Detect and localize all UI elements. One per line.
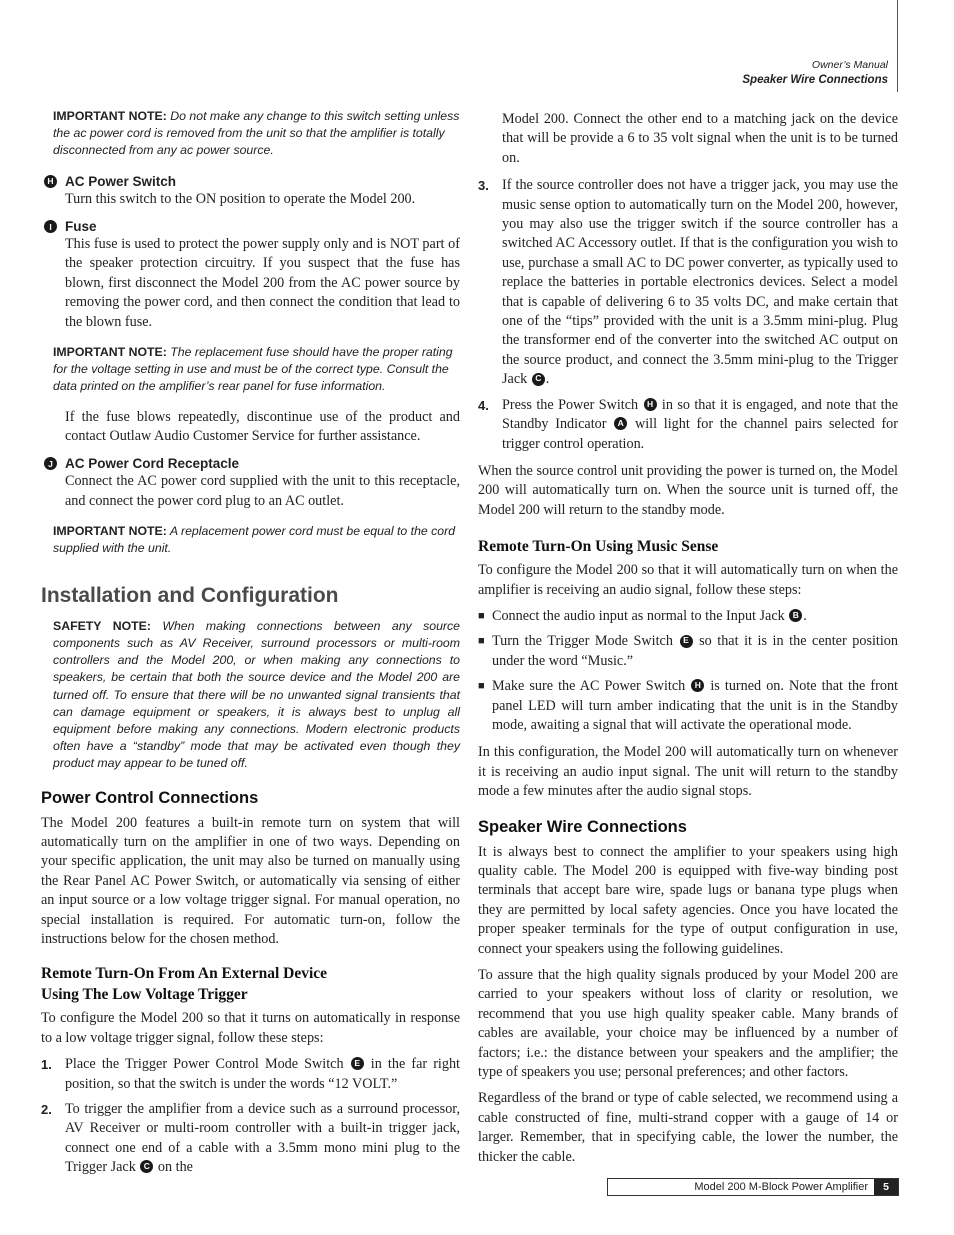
music-step-bullet: ■ Make sure the AC Power Switch H is turned on. Note that the front panel LED will turn amber indicating that the unit is in the Standby mode, awaiting a signal that will activate the operational mode. (478, 678, 898, 733)
callout-e-icon: E (680, 635, 693, 648)
important-note-cord: IMPORTANT NOTE: A replacement power cord must be equal to the cord supplied with the unit. (53, 524, 456, 556)
item-fuse: I Fuse (43, 219, 460, 234)
speaker-wire-heading: Speaker Wire Connections (478, 817, 687, 836)
fuse-text: This fuse is used to protect the power supply only and is NOT part of the speaker protection circuitry. If you suspect that the fuse has blown, first disconnect the Model 200 from the AC power source by removing the power cord, and then connect the condition that lead to the blown fuse. (65, 236, 460, 330)
running-header (742, 58, 888, 88)
page-number: 5 (874, 1179, 898, 1195)
music-step-bullet: ■ Turn the Trigger Mode Switch E so that it is in the center position under the word “Music.” (478, 633, 898, 669)
callout-c-icon: C (140, 1160, 153, 1173)
left-column (41, 108, 460, 1184)
page-footer (607, 1178, 899, 1196)
step-2: 2. To trigger the amplifier from a device such as a surround processor, AV Receiver or multi-room controller with a built-in trigger jack, connect one end of a cable with a 3.5mm mono mini plug to the Trigger Jack C on the (41, 1100, 460, 1176)
item-ac-power-cord: J AC Power Cord Receptacle (43, 456, 460, 471)
footer-title: Model 200 M-Block Power Amplifier (694, 1181, 868, 1193)
important-note-fuse: IMPORTANT NOTE: The replacement fuse should have the proper rating for the voltage setting in use and must be of the correct type. Consult the data printed on the amplifier’s rear panel for fuse information. (53, 345, 453, 394)
fuse-repeat-text: If the fuse blows repeatedly, discontinue use of the product and contact Outlaw Audio Customer Service for further assistance. (65, 408, 460, 445)
important-note-switch: IMPORTANT NOTE: Do not make any change to this switch setting unless the ac power cord is removed from the unit so that the amplifier is totally disconnected from any ac power source. (53, 109, 460, 158)
step-4: 4. Press the Power Switch H in so that it is engaged, and note that the Standby Indicator A will light for the channel pairs selected for trigger control operation. (478, 396, 899, 452)
power-control-heading: Power Control Connections (41, 788, 259, 807)
callout-j-icon: J (44, 457, 57, 470)
callout-e-icon: E (351, 1057, 364, 1070)
music-step-bullet: ■ Connect the audio input as normal to the Input Jack B . (478, 607, 807, 624)
callout-i-icon: I (44, 220, 57, 233)
item-ac-power-switch: H AC Power Switch (43, 174, 460, 189)
speaker-paragraph-2: To assure that the high quality signals produced by your Model 200 are carried to your speakers without loss of clarity or resolution, we recommend that you use high quality speaker cable. Many brands of cables are available, your choice may be influenced by a number of factors; i.e.: the distance between your speakers and the amplifier; the type of speakers you use; personal preferences; and other factors. (478, 967, 898, 1081)
manual-label: Owner’s Manual (811, 59, 888, 71)
callout-h-icon: H (644, 398, 657, 411)
remote-trigger-heading: Remote Turn-On From An External Device Using The Low Voltage Trigger (41, 965, 328, 1004)
callout-b-icon: B (789, 609, 802, 622)
section-label: Speaker Wire Connections (742, 74, 888, 86)
music-config-text: In this configuration, the Model 200 will automatically turn on whenever it is receiving an audio input signal. The unit will return to the standby mode a few minutes after the audio signal stops. (478, 744, 898, 800)
step-3: 3. If the source controller does not have a trigger jack, you may use the music sense option to automatically turn on the Model 200, however, you may also use the trigger switch if the source controller has a switched AC Accessory outlet. If that is the configuration you wish to use, purchase a small AC to DC power converter, as typically used to replace the batteries in portable electronics devices. Select a model that is capable of delivering 6 to 35 volts DC, and make certain that one of the “tips” provided with the unit is a 3.5mm mini-plug. Plug the transformer end of the converter into the switched AC output on the source product, and connect the 3.5mm mini-plug to the Trigger Jack C . (478, 177, 898, 388)
callout-h-icon: H (44, 175, 57, 188)
callout-c-icon: C (532, 373, 545, 386)
installation-heading: Installation and Configuration (41, 583, 339, 607)
ac-power-cord-text: Connect the AC power cord supplied with the unit to this receptacle, and connect the power cord plug to an AC outlet. (65, 473, 460, 509)
callout-a-icon: A (614, 417, 627, 430)
speaker-paragraph-1: It is always best to connect the amplifier to your speakers using high quality cable. The Model 200 is equipped with five-way binding post terminals that accept bare wire, spade lugs or banana type plugs when they are permitted by local safety agencies. Once you have located the proper speaker terminals for the type of output configuration in use, connect your speakers using the following guidelines. (478, 843, 898, 957)
header-rule (897, 0, 898, 92)
ac-power-switch-text: Turn this switch to the ON position to operate the Model 200. (65, 190, 416, 207)
remote-trigger-intro: To configure the Model 200 so that it turns on automatically in response to a low voltage trigger signal, follow these steps: (41, 1010, 460, 1046)
callout-h-icon: H (691, 679, 704, 692)
music-sense-intro: To configure the Model 200 so that it will automatically turn on when the amplifier is receiving an audio signal, follow these steps: (478, 562, 898, 598)
step-2-continued: Model 200. Connect the other end to a matching jack on the device that will be provide a 6 to 35 volt signal when the unit is to be turned on. (502, 111, 898, 166)
step-1: 1. Place the Trigger Power Control Mode Switch E in the far right position, so that the switch is under the words “12 VOLT.” (41, 1056, 460, 1092)
music-sense-heading: Remote Turn-On Using Music Sense (478, 538, 719, 556)
power-control-text: The Model 200 features a built-in remote turn on system that will automatically turn on the amplifier in one of two ways. Depending on your specific application, the unit may also be turned on manually using the Rear Panel AC Power Switch, or automatically via sensing of either an input source or a low voltage trigger signal. For manual operation, no special installation is required. For automatic turn-on, follow the instructions below for the chosen method. (41, 814, 460, 947)
right-column (478, 110, 898, 1167)
safety-note: SAFETY NOTE: When making connections between any source components such as AV Receiver, surround processors or multi-room controllers and the Model 200, or when making any connections to speakers, be certain that both the source device and the Model 200 are turned off. To ensure that there will be no unwanted signal transients that can damage equipment or speakers, it is always best to unplug all equipment before making any connections. Modern electronic products often have a “standby” mode that may be activated even though they product may appear to be tuned off. (53, 618, 460, 771)
speaker-paragraph-3: Regardless of the brand or type of cable selected, we recommend using a cable constructed of fine, multi-strand copper with a gauge of 14 or larger. Remember, that in specifying cable, the lower the number, the thicker the cable. (478, 1090, 898, 1165)
source-on-text: When the source control unit providing the power is turned on, the Model 200 will automatically turn on. When the source unit is turned off, the Model 200 will return to the standby mode. (478, 462, 898, 518)
